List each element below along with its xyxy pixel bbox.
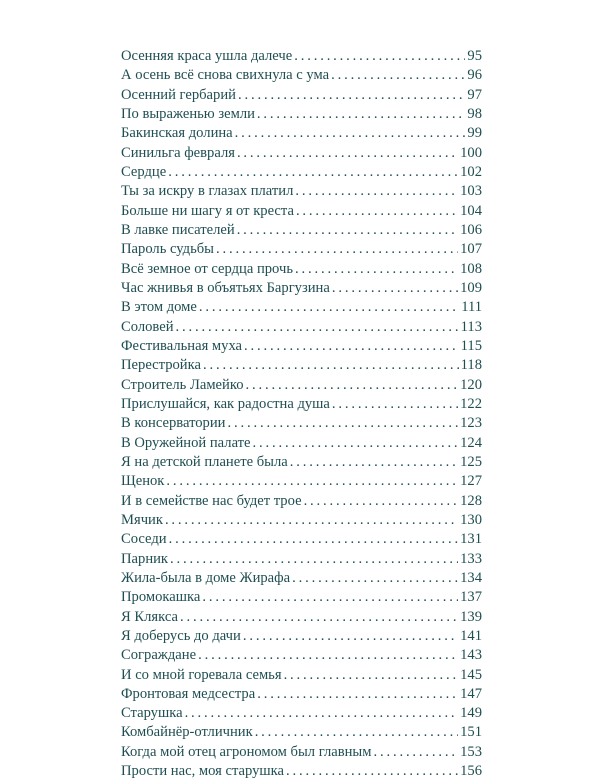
toc-entry[interactable]: [121, 685, 482, 704]
toc-entry[interactable]: [121, 492, 482, 511]
dot-leader: [331, 66, 465, 85]
toc-entry-title: Синильга февраля: [121, 144, 235, 161]
toc-entry-title: Всё земное от сердца прочь: [121, 260, 293, 277]
toc-entry-title: И в семействе нас будет трое: [121, 492, 302, 509]
toc-entry-page-number: 128: [460, 492, 482, 509]
toc-entry-page-number: 98: [467, 105, 482, 122]
toc-entry[interactable]: [121, 240, 482, 259]
toc-entry-page-number: 153: [460, 743, 482, 760]
toc-entry[interactable]: [121, 588, 482, 607]
toc-entry-title: Пароль судьбы: [121, 241, 214, 258]
dot-leader: [294, 47, 465, 66]
toc-entry-page-number: 156: [460, 763, 482, 780]
dot-leader: [243, 627, 458, 646]
toc-entry[interactable]: [121, 279, 482, 298]
toc-entry-title: Осенняя краса ушла далече: [121, 48, 293, 64]
toc-entry[interactable]: [121, 202, 482, 221]
dot-leader: [202, 588, 458, 607]
toc-entry[interactable]: [121, 124, 482, 143]
dot-leader: [238, 86, 465, 105]
toc-entry-title: Старушка: [121, 705, 183, 722]
toc-entry-title: Фестивальная муха: [121, 337, 243, 354]
dot-leader: [169, 530, 459, 549]
toc-entry-page-number: 145: [460, 666, 482, 683]
dot-leader: [170, 550, 458, 569]
toc-entry[interactable]: [121, 163, 482, 182]
toc-entry-title: Комбайнёр-отличник: [121, 724, 253, 741]
dot-leader: [165, 511, 458, 530]
dot-leader: [216, 240, 458, 259]
toc-entry-page-number: 118: [460, 357, 482, 374]
toc-entry-title: Промокашка: [121, 589, 201, 606]
toc-entry-title: Бакинская долина: [121, 125, 233, 142]
dot-leader: [373, 743, 458, 762]
dot-leader: [185, 704, 459, 723]
dot-leader: [296, 202, 458, 221]
toc-entry-page-number: 100: [460, 144, 482, 161]
toc-entry-page-number: 97: [467, 86, 482, 103]
toc-entry-page-number: 125: [460, 453, 482, 470]
toc-entry-title: Перестройка: [121, 357, 201, 374]
toc-entry[interactable]: [121, 704, 482, 723]
toc-entry-page-number: 96: [467, 67, 482, 84]
toc-entry[interactable]: [121, 530, 482, 549]
dot-leader: [199, 298, 459, 317]
toc-entry[interactable]: [121, 762, 482, 781]
toc-entry-page-number: 133: [460, 550, 482, 567]
dot-leader: [166, 472, 458, 491]
dot-leader: [304, 492, 459, 511]
toc-entry[interactable]: [121, 434, 482, 453]
dot-leader: [176, 318, 459, 337]
toc-entry-title: Мячик: [121, 511, 163, 528]
toc-entry[interactable]: [121, 550, 482, 569]
toc-entry-title: Прислушайся, как радостна душа: [121, 395, 330, 412]
toc-entry[interactable]: [121, 260, 482, 279]
dot-leader: [290, 453, 458, 472]
toc-entry-page-number: 149: [460, 705, 482, 722]
toc-entry-page-number: 107: [460, 241, 482, 258]
toc-entry-page-number: 108: [460, 260, 482, 277]
toc-entry-title: Соседи: [121, 531, 167, 548]
toc-entry-page-number: 141: [460, 627, 482, 644]
toc-entry-page-number: 115: [460, 337, 482, 354]
toc-entry[interactable]: [121, 318, 482, 337]
toc-entry-page-number: 139: [460, 608, 482, 625]
dot-leader: [332, 279, 458, 298]
toc-entry-title: Сердце: [121, 163, 167, 180]
dot-leader: [255, 723, 458, 742]
dot-leader: [257, 685, 458, 704]
toc-entry-page-number: 123: [460, 415, 482, 432]
toc-entry-title: В Оружейной палате: [121, 434, 251, 451]
toc-entry-page-number: 122: [460, 395, 482, 412]
dot-leader: [237, 221, 458, 240]
toc-entry[interactable]: [121, 356, 482, 375]
toc-entry-page-number: 134: [460, 569, 482, 586]
toc-entry-title: Я доберусь до дачи: [121, 627, 241, 644]
toc-entry-title: Когда мой отец агрономом был главным: [121, 743, 372, 760]
toc-entry[interactable]: [121, 395, 482, 414]
toc-entry[interactable]: [121, 646, 482, 665]
dot-leader: [284, 666, 459, 685]
dot-leader: [246, 376, 459, 395]
toc-entry-title: Прости нас, моя старушка: [121, 763, 284, 780]
toc-entry-page-number: 102: [460, 163, 482, 180]
toc-entry-page-number: 103: [460, 183, 482, 200]
toc-entry-page-number: 151: [460, 724, 482, 741]
toc-entry[interactable]: [121, 221, 482, 240]
toc-entry-title: И со мной горевала семья: [121, 666, 282, 683]
toc-entry[interactable]: [121, 569, 482, 588]
toc-entry[interactable]: [121, 182, 482, 201]
toc-entry[interactable]: [121, 86, 482, 105]
toc-entry[interactable]: [121, 144, 482, 163]
toc-entry-title: Строитель Ламейко: [121, 376, 244, 393]
toc-entry[interactable]: [121, 66, 482, 85]
dot-leader: [332, 395, 458, 414]
toc-entry-page-number: 106: [460, 221, 482, 238]
toc-entry-page-number: 99: [467, 125, 482, 142]
toc-entry-title: В консерватории: [121, 415, 226, 432]
toc-entry-page-number: 111: [461, 299, 482, 316]
toc-entry-page-number: 137: [460, 589, 482, 606]
toc-entry[interactable]: [121, 666, 482, 685]
toc-entry-title: Жила-была в доме Жирафа: [121, 569, 291, 586]
dot-leader: [168, 163, 458, 182]
toc-entry-page-number: 131: [460, 531, 482, 548]
toc-entry-title: Я Клякса: [121, 608, 178, 625]
toc-entry-page-number: 127: [460, 473, 482, 490]
dot-leader: [237, 144, 458, 163]
toc-entry-page-number: 130: [460, 511, 482, 528]
dot-leader: [227, 414, 458, 433]
toc-entry-title: Сограждане: [121, 647, 197, 664]
toc-entry[interactable]: [121, 376, 482, 395]
toc-entry-page-number: 113: [460, 318, 482, 335]
toc-entry-title: Осенний гербарий: [121, 86, 236, 103]
table-of-contents: [121, 47, 482, 781]
toc-entry-page-number: 109: [460, 279, 482, 296]
dot-leader: [253, 434, 459, 453]
toc-entry-page-number: 95: [467, 48, 482, 64]
toc-entry-title: В этом доме: [121, 299, 197, 316]
toc-entry-title: Я на детской планете была: [121, 453, 288, 470]
toc-entry[interactable]: [121, 472, 482, 491]
toc-entry-title: Соловей: [121, 318, 174, 335]
toc-entry[interactable]: [121, 414, 482, 433]
toc-entry[interactable]: [121, 47, 482, 66]
dot-leader: [295, 260, 458, 279]
toc-entry[interactable]: [121, 608, 482, 627]
dot-leader: [180, 608, 458, 627]
dot-leader: [203, 356, 459, 375]
toc-entry[interactable]: [121, 105, 482, 124]
toc-entry-title: А осень всё снова свихнула с ума: [121, 67, 330, 84]
toc-entry-page-number: 120: [460, 376, 482, 393]
toc-entry-page-number: 104: [460, 202, 482, 219]
toc-entry-title: Ты за искру в глазах платил: [121, 183, 294, 200]
toc-entry[interactable]: [121, 337, 482, 356]
dot-leader: [257, 105, 465, 124]
dot-leader: [292, 569, 458, 588]
toc-entry-title: В лавке писателей: [121, 221, 235, 238]
toc-entry-title: Щенок: [121, 473, 165, 490]
toc-entry-title: По выраженью земли: [121, 105, 255, 122]
dot-leader: [244, 337, 459, 356]
toc-entry-title: Фронтовая медсестра: [121, 685, 256, 702]
toc-entry[interactable]: [121, 627, 482, 646]
toc-entry-page-number: 143: [460, 647, 482, 664]
dot-leader: [286, 762, 458, 781]
toc-entry[interactable]: [121, 453, 482, 472]
toc-entry-title: Час жнивья в объятьях Баргузина: [121, 279, 330, 296]
toc-entry-page-number: 124: [460, 434, 482, 451]
toc-entry[interactable]: [121, 298, 482, 317]
toc-entry[interactable]: [121, 723, 482, 742]
dot-leader: [198, 646, 458, 665]
toc-entry-title: Парник: [121, 550, 169, 567]
dot-leader: [235, 124, 466, 143]
toc-entry[interactable]: [121, 511, 482, 530]
dot-leader: [295, 182, 458, 201]
toc-entry-page-number: 147: [460, 685, 482, 702]
toc-entry-title: Больше ни шагу я от креста: [121, 202, 294, 219]
toc-entry[interactable]: [121, 743, 482, 762]
